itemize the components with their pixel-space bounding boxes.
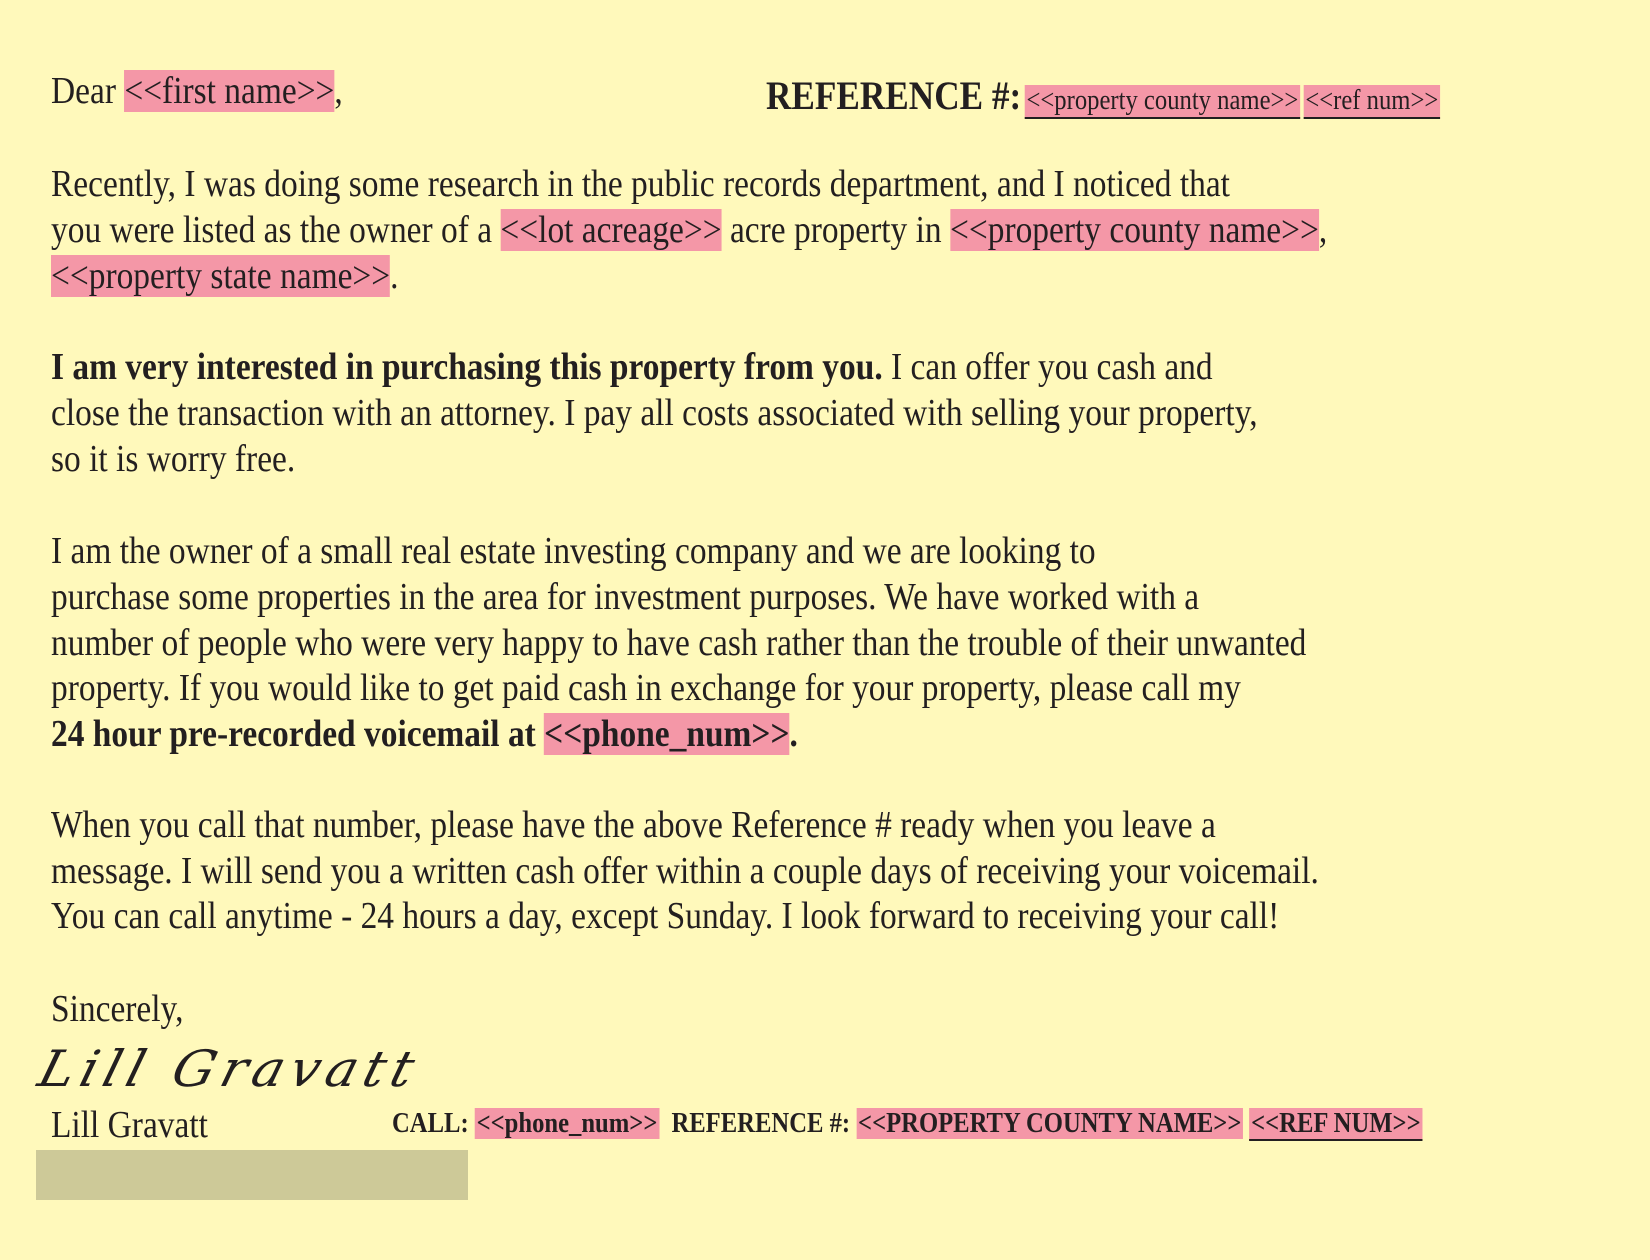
para2-line2: close the transaction with an attorney. I pay all costs associated with selling your property, (51, 392, 1258, 434)
first-name-field: <<first name>> (124, 70, 335, 112)
para3-line5: 24 hour pre-recorded voicemail at <<phone_num>>. (51, 713, 798, 755)
para2-line1: I am very interested in purchasing this property from you. I can offer you cash and (51, 346, 1213, 388)
redacted-block (36, 1150, 468, 1200)
para3-line3: number of people who were very happy to have cash rather than the trouble of their unwanted (51, 622, 1307, 664)
closing: Sincerely, (51, 988, 184, 1030)
reference-label: REFERENCE #: (766, 73, 1022, 118)
state-name-field: <<property state name>> (51, 255, 391, 297)
para4-line2: message. I will send you a written cash offer within a couple days of receiving your voicemail. (51, 850, 1319, 892)
reference-county-field: <<property county name>> (1025, 85, 1300, 119)
para1-line3: <<property state name>>. (51, 255, 399, 297)
lot-acreage-field: <<lot acreage>> (500, 209, 722, 251)
footer-reference-label: REFERENCE #: (671, 1108, 851, 1139)
reference-header (766, 72, 1440, 119)
para1-line2: you were listed as the owner of a <<lot acreage>> acre property in <<property county name>>, (51, 209, 1328, 251)
para1-line1: Recently, I was doing some research in the public records department, and I noticed that (51, 163, 1230, 205)
para3-line2: purchase some properties in the area for investment purposes. We have worked with a (51, 576, 1200, 618)
para2-line3: so it is worry free. (51, 438, 296, 480)
phone-num-field: <<phone_num>> (544, 713, 790, 755)
footer-phone-field: <<phone_num>> (476, 1108, 658, 1139)
call-label: CALL: (392, 1108, 469, 1139)
footer-county-field: <<PROPERTY COUNTY NAME>> (858, 1108, 1242, 1139)
signer-name: Lill Gravatt (51, 1104, 208, 1146)
greeting: Dear <<first name>>, (51, 70, 343, 112)
para4-line3: You can call anytime - 24 hours a day, except Sunday. I look forward to receiving your call! (51, 895, 1280, 937)
footer-call-reference (392, 1108, 1422, 1140)
para3-line1: I am the owner of a small real estate investing company and we are looking to (51, 530, 1096, 572)
reference-num-field: <<ref num>> (1304, 85, 1440, 119)
footer-ref-num-field: <<REF NUM>> (1251, 1108, 1421, 1139)
para3-line4: property. If you would like to get paid cash in exchange for your property, please call my (51, 667, 1241, 709)
para4-line1: When you call that number, please have the above Reference # ready when you leave a (51, 804, 1216, 846)
interest-statement: I am very interested in purchasing this property from you. (51, 346, 883, 388)
county-name-field: <<property county name>> (950, 209, 1319, 251)
signature: Lill Gravatt (32, 1040, 428, 1098)
